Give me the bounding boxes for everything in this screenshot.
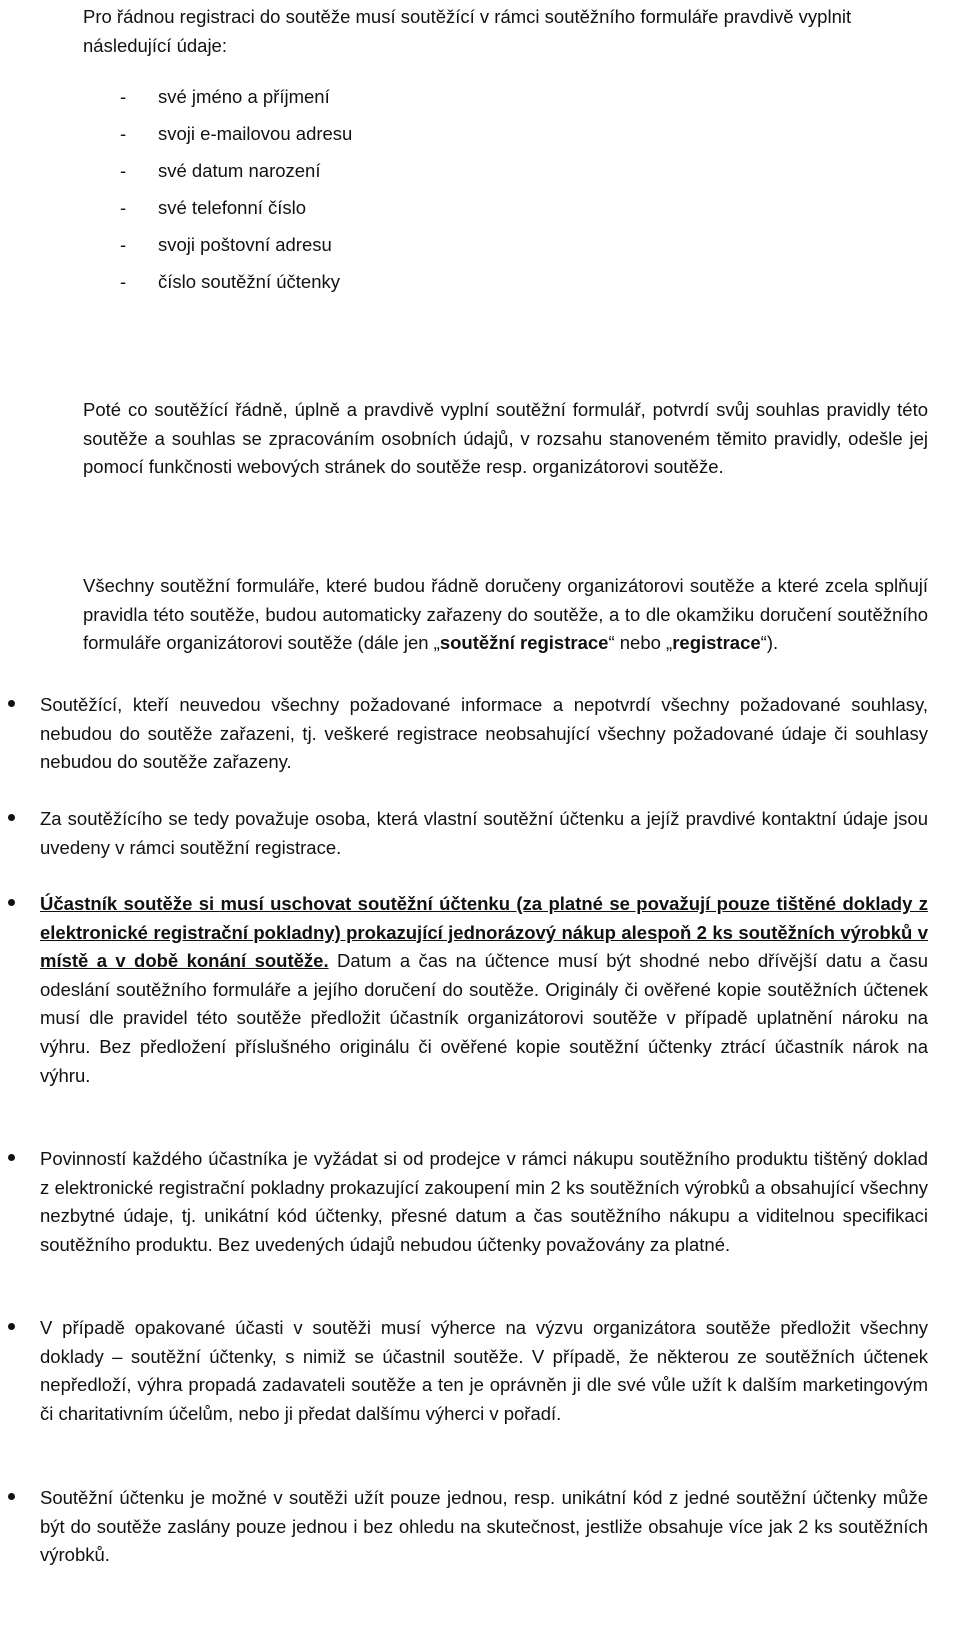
required-fields-list — [120, 82, 352, 304]
list-item: - svoji poštovní adresu — [120, 230, 352, 267]
bullet-dot-icon — [8, 1154, 15, 1161]
dash-marker: - — [120, 160, 127, 181]
list-item: - své datum narození — [120, 156, 352, 193]
term-soutezni-registrace: soutěžní registrace — [439, 632, 609, 654]
list-item: - své telefonní číslo — [120, 193, 352, 230]
dash-marker: - — [120, 271, 127, 292]
bullet-dot-icon — [8, 1323, 15, 1330]
dash-marker: - — [120, 86, 127, 107]
bullet-dot-icon — [8, 899, 15, 906]
term-registrace: registrace — [672, 632, 761, 654]
submission-paragraph: Poté co soutěžící řádně, úplně a pravdivě vyplní soutěžní formulář, potvrdí svůj souhlas pravidly této soutěže a souhlas se zpracováním osobních údajů, v rozsahu stanoveném těmito pravidly, odešle jej pomocí funkčnosti webových stránek do soutěže resp. organizátorovi soutěže. — [83, 399, 928, 478]
document-page: Pro řádnou registraci do soutěže musí soutěžící v rámci soutěžního formuláře pravdivě vyplnit následující údaje: - své jméno a příjmení - svoji e-mailovou adresu - své datum narození - své telefonní číslo - svoji poštovní adresu - číslo soutěžní účtenky Poté co soutěžící řádně, úplně a pravdivě vyplní soutěžní formulář, potvrdí svůj souhlas pravidly této soutěže a souhlas se zpracováním osobních údajů, v rozsahu stanoveném těmito pravidly, odešle jej pomocí funkčnosti webových stránek do soutěže resp. organizátorovi soutěže. Všechny soutěžní formuláře, které budou řádně doručeny organizátorovi soutěže a které zcela splňují pravidla této soutěže, budou automaticky zařazeny do soutěže, a to dle okamžiku doručení soutěžního formuláře organizátorovi soutěže (dále jen „soutěžní registrace“ nebo „registrace“). Soutěžící, kteří neuvedou všechny požadované informace a nepotvrdí všechny požadované souhlasy, nebudou do soutěže zařazeni, tj. veškeré registrace neobsahující všechny požadované údaje či souhlasy nebudou do soutěže zařazeny. Za soutěžícího se tedy považuje osoba, která vlastní soutěžní účtenku a jejíž pravdivé kontaktní údaje jsou uvedeny v rámci soutěžní registrace. Účastník soutěže si musí uschovat soutěžní účtenku (za platné se považují pouze tištěné doklady z elektronické registrační pokladny) prokazující jednorázový nákup alespoň 2 ks soutěžních výrobků v místě a v době konání soutěže. Datum a čas na účtence musí být shodné nebo dřívější datu a času odeslání soutěžního formuláře a jejího doručení do soutěže. Originály či ověřené kopie soutěžních účtenek musí dle pravidel této soutěže předložit účastník organizátorovi soutěže v případě uplatnění nároku na výhru. Bez předložení příslušného originálu či ověřené kopie soutěžní účtenky ztrácí účastník nárok na výhru. Povinností každého účastníka je vyžádat si od prodejce v rámci nákupu soutěžního produktu tištěný doklad z elektronické registrační pokladny prokazující zakoupení min 2 ks soutěžních výrobků a obsahující všechny nezbytné údaje, tj. unikátní kód účtenky, přesné datum a čas soutěžního nákupu a viditelnou specifikaci soutěžního produktu. Bez uvedených údajů nebudou účtenky považovány za platné. V případě opakované účasti v soutěži musí výherce na výzvu organizátora soutěže předložit všechny doklady – soutěžní účtenky, s nimiž se účastnil soutěže. V případě, že některou ze soutěžních účtenek nepředloží, výhra propadá zadavateli soutěže a ten je oprávněn ji dle své vůle užít k dalším marketingovým či charitativním účelům, nebo ji předat dalšímu výherci v pořadí. Soutěžní účtenku je možné v soutěži užít pouze jednou, resp. unikátní kód z jedné soutěžní účtenky může být do soutěže zaslány pouze jednou i bez ohledu na skutečnost, jestliže obsahuje více jak 2 ks soutěžních výrobků. — [0, 0, 960, 1628]
receipt-retention-emphasis: Účastník soutěže si musí uschovat soutěžní účtenku (za platné se považují pouze tištěné doklady z elektronické registrační pokladny) prokazující jednorázový nákup alespoň 2 ks soutěžních výrobků v místě a v době konání soutěže. — [40, 893, 928, 972]
registration-paragraph: Všechny soutěžní formuláře, které budou řádně doručeny organizátorovi soutěže a které zcela splňují pravidla této soutěže, budou automaticky zařazeny do soutěže, a to dle okamžiku doručení soutěžního formuláře organizátorovi soutěže (dále jen „soutěžní registrace“ nebo „registrace“). — [83, 575, 928, 654]
dash-marker: - — [120, 197, 127, 218]
dash-marker: - — [120, 234, 127, 255]
intro-paragraph: Pro řádnou registraci do soutěže musí soutěžící v rámci soutěžního formuláře pravdivě vyplnit následující údaje: — [83, 6, 852, 56]
bullet-dot-icon — [8, 1493, 15, 1500]
bullet-dot-icon — [8, 700, 15, 707]
bullet-dot-icon — [8, 814, 15, 821]
dash-marker: - — [120, 123, 127, 144]
list-item: - číslo soutěžní účtenky — [120, 267, 352, 304]
list-item: - své jméno a příjmení — [120, 82, 352, 119]
list-item: - svoji e-mailovou adresu — [120, 119, 352, 156]
